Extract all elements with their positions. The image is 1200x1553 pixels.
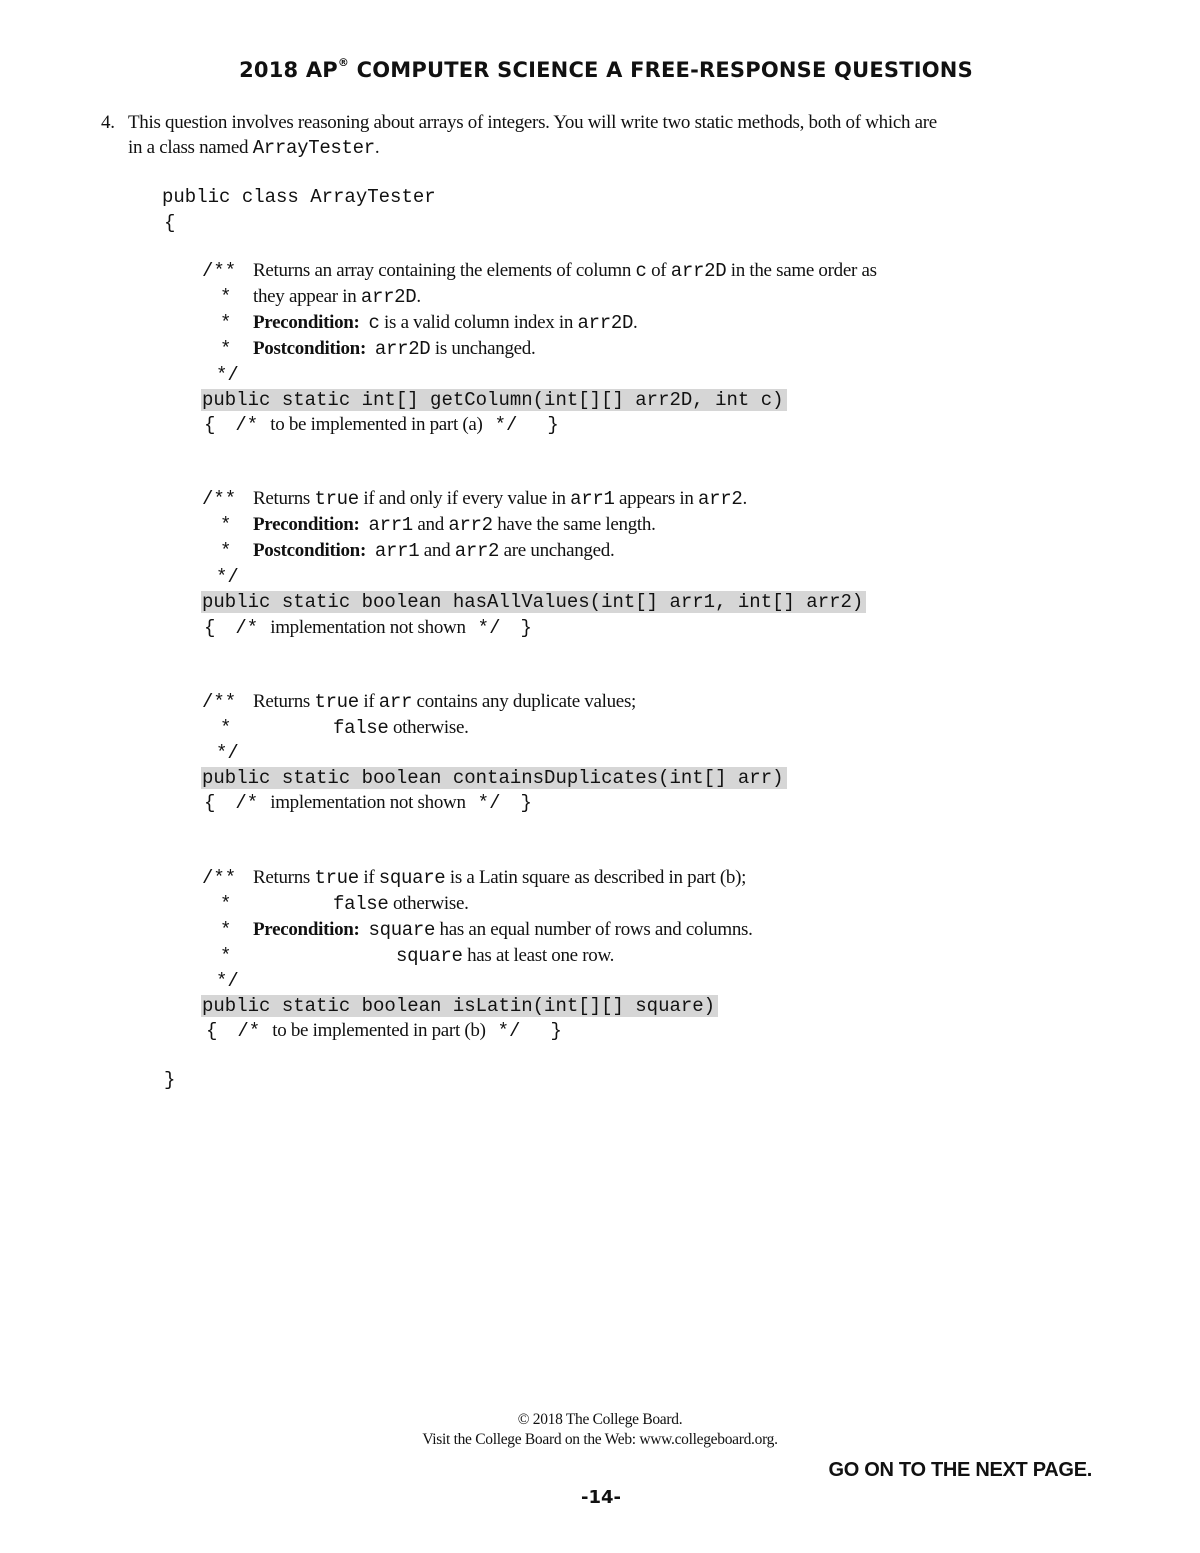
m1-comment-precondition	[253, 310, 638, 336]
m1-comment-star: *	[220, 338, 232, 360]
text: of	[646, 260, 671, 281]
text: Returns	[253, 488, 315, 509]
m2-comment-star: *	[220, 540, 232, 562]
m4-comment-line-1	[253, 865, 746, 891]
m3-comment-open: /**	[202, 691, 237, 713]
code-square: square	[368, 919, 436, 941]
m1-signature	[202, 387, 787, 413]
text: otherwise.	[388, 717, 469, 738]
text: has at least one row.	[462, 945, 615, 966]
text: is unchanged.	[430, 338, 536, 359]
code-arr1: arr1	[570, 488, 615, 510]
code-c: c	[635, 260, 647, 282]
m2-comment-postcondition	[253, 538, 614, 564]
text: .	[416, 286, 421, 307]
m1-comment-star: *	[220, 312, 232, 334]
postcondition-label: Postcondition:	[253, 540, 366, 561]
visit-line: Visit the College Board on the Web: www.collegeboard.org.	[422, 1431, 778, 1448]
m3-body	[204, 790, 532, 816]
m4-comment-line-4	[396, 943, 614, 969]
m3-comment-line-1	[253, 689, 636, 715]
header-prefix: 2018 AP	[239, 58, 338, 82]
text: has an equal number of rows and columns.	[435, 919, 753, 940]
comment-end: */	[497, 1020, 521, 1042]
text: are unchanged.	[499, 540, 615, 561]
m1-body	[204, 412, 559, 438]
text: Returns	[253, 691, 315, 712]
text: have the same length.	[492, 514, 656, 535]
m2-signature	[202, 589, 866, 615]
class-open-brace: {	[164, 212, 176, 234]
m4-comment-line-2	[333, 891, 469, 917]
code-arr2: arr2	[454, 540, 500, 562]
text: in the same order as	[726, 260, 877, 281]
m4-comment-precondition	[253, 917, 753, 943]
text: they appear in	[253, 286, 361, 307]
code-arr1: arr1	[374, 540, 420, 562]
code-false: false	[333, 717, 389, 739]
code-c: c	[368, 312, 380, 334]
header-title: COMPUTER SCIENCE A FREE-RESPONSE QUESTIONS	[349, 58, 973, 82]
text: if and only if every value in	[358, 488, 571, 509]
code-arr2d: arr2D	[360, 286, 417, 308]
postcondition-label: Postcondition:	[253, 338, 366, 359]
hasallvalues-signature: public static boolean hasAllValues(int[] arr1, int[] arr2)	[201, 591, 866, 613]
body-comment-text: to be implemented in part (b)	[272, 1020, 486, 1041]
question-line-2-text: in a class named	[128, 137, 253, 158]
precondition-label: Precondition:	[253, 312, 360, 333]
class-name-code: ArrayTester	[252, 137, 375, 159]
precondition-label: Precondition:	[253, 919, 360, 940]
comment-end: */	[494, 414, 518, 436]
code-arr2d: arr2D	[577, 312, 634, 334]
code-arr2d: arr2D	[670, 260, 727, 282]
brace: }	[520, 617, 532, 639]
code-arr2d: arr2D	[374, 338, 431, 360]
copyright-line: © 2018 The College Board.	[517, 1411, 683, 1428]
text: .	[742, 488, 747, 509]
m4-signature	[202, 993, 718, 1019]
m3-comment-line-2	[333, 715, 469, 741]
m1-comment-close: */	[216, 364, 239, 386]
text: .	[633, 312, 638, 333]
m3-comment-close: */	[216, 742, 239, 764]
islatin-signature: public static boolean isLatin(int[][] square)	[201, 995, 718, 1017]
question-number: 4.	[101, 112, 115, 133]
m2-comment-line-1	[253, 486, 747, 512]
text: and	[419, 540, 455, 561]
code-true: true	[314, 691, 359, 713]
m2-body	[204, 615, 532, 641]
code-arr2: arr2	[698, 488, 743, 510]
m2-comment-open: /**	[202, 488, 237, 510]
m4-comment-star: *	[220, 919, 232, 941]
m4-comment-close: */	[216, 970, 239, 992]
code-square: square	[396, 945, 463, 967]
text: if	[358, 691, 379, 712]
brace: {	[204, 414, 216, 436]
text: Returns an array containing the elements of column	[253, 260, 636, 281]
question-line-1: This question involves reasoning about arrays of integers. You will write two static methods, both of which are	[128, 112, 937, 133]
code-square: square	[378, 867, 446, 889]
text: is a valid column index in	[379, 312, 578, 333]
body-comment-text: to be implemented in part (a)	[270, 414, 483, 435]
code-false: false	[333, 893, 389, 915]
code-arr1: arr1	[368, 514, 413, 536]
m3-signature	[202, 765, 787, 791]
text: is a Latin square as described in part (b);	[445, 867, 747, 888]
brace: }	[550, 1020, 562, 1042]
question-line-2-end: .	[374, 137, 380, 158]
m1-comment-line-1	[253, 258, 877, 284]
page-number: -14-	[581, 1487, 621, 1508]
question-line-2	[128, 135, 379, 161]
brace: }	[547, 414, 559, 436]
m1-comment-star: *	[220, 286, 232, 308]
m1-comment-line-2	[253, 284, 421, 310]
m4-body	[206, 1018, 562, 1044]
brace: }	[520, 792, 532, 814]
page-header	[0, 58, 1200, 82]
m2-comment-star: *	[220, 514, 232, 536]
code-arr2: arr2	[448, 514, 493, 536]
body-comment-text: implementation not shown	[270, 617, 466, 638]
brace: {	[204, 617, 216, 639]
brace: {	[206, 1020, 218, 1042]
m3-comment-star: *	[220, 717, 232, 739]
brace: {	[204, 792, 216, 814]
text: appears in	[614, 488, 699, 509]
text: Returns	[253, 867, 315, 888]
m1-comment-open: /**	[202, 260, 237, 282]
code-true: true	[314, 867, 359, 889]
comment-start: /*	[235, 617, 259, 639]
comment-start: /*	[237, 1020, 261, 1042]
m2-comment-precondition	[253, 512, 656, 538]
comment-start: /*	[235, 792, 259, 814]
text: if	[358, 867, 379, 888]
class-close-brace: }	[164, 1069, 176, 1091]
getcolumn-signature: public static int[] getColumn(int[][] arr2D, int c)	[201, 389, 787, 411]
code-arr: arr	[378, 691, 413, 713]
m2-comment-close: */	[216, 566, 239, 588]
comment-start: /*	[235, 414, 259, 436]
m4-comment-star: *	[220, 945, 232, 967]
comment-end: */	[477, 792, 501, 814]
m4-comment-open: /**	[202, 867, 237, 889]
code-true: true	[314, 488, 359, 510]
precondition-label: Precondition:	[253, 514, 360, 535]
m4-comment-star: *	[220, 893, 232, 915]
registered-mark: ®	[337, 56, 350, 69]
text: otherwise.	[388, 893, 469, 914]
next-page-notice: GO ON TO THE NEXT PAGE.	[828, 1459, 1092, 1481]
containsduplicates-signature: public static boolean containsDuplicates(int[] arr)	[201, 767, 787, 789]
m1-comment-postcondition	[253, 336, 535, 362]
class-declaration: public class ArrayTester	[162, 186, 436, 208]
text: contains any duplicate values;	[412, 691, 637, 712]
comment-end: */	[477, 617, 501, 639]
text: and	[412, 514, 449, 535]
body-comment-text: implementation not shown	[270, 792, 466, 813]
